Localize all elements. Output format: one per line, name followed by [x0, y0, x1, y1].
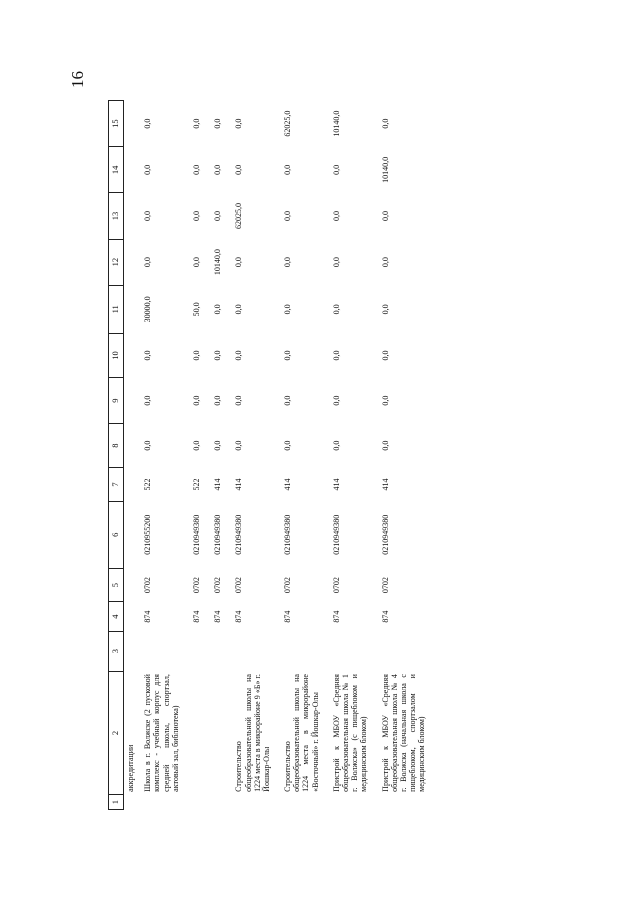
cell-c5: 0702: [213, 577, 223, 594]
cell-c6: 0210949380: [380, 514, 390, 555]
column-header-2: 2: [109, 671, 124, 795]
cell-c12: 0,0: [380, 257, 390, 268]
cell-c5: 0702: [191, 577, 201, 594]
cell-c9: 0,0: [380, 395, 390, 406]
cell-c10: 0,0: [234, 350, 244, 361]
cell-c6: 0210949380: [234, 514, 244, 555]
cell-c9: 0,0: [213, 395, 223, 406]
cell-c9: 0,0: [191, 395, 201, 406]
column-header-13: 13: [109, 193, 124, 239]
cell-c13: 62025,0: [234, 203, 244, 229]
cell-c10: 0,0: [331, 350, 341, 361]
cell-col1: [330, 795, 379, 810]
cell-col1: [190, 795, 211, 810]
cell-col3: [281, 631, 330, 671]
cell-c13: 0,0: [143, 211, 153, 221]
cell-c4: 874: [234, 610, 244, 623]
cell-c13: 0,0: [380, 211, 390, 221]
rotated-table-container: [108, 100, 518, 810]
budget-table: [108, 100, 437, 810]
table-row: [379, 101, 437, 810]
column-header-3: 3: [109, 631, 124, 671]
object-name: Строительство общеобразовательной школы на 1224 места в микрорайоне 9 «Б» г. Йошкар-Олы: [234, 674, 271, 792]
cell-c15: 10140,0: [331, 110, 341, 137]
cell-c15: 0,0: [191, 118, 201, 129]
cell-c13: 0,0: [331, 211, 341, 221]
cell-c11: 0,0: [213, 304, 223, 315]
cell-c15: 62025,0: [283, 110, 293, 137]
cell-c11: 0,0: [234, 304, 244, 315]
cell-c15: 0,0: [234, 118, 244, 129]
cell-c8: 0,0: [331, 440, 341, 451]
continuation-note: аккредитации: [126, 744, 135, 792]
cell-c8: 0,0: [143, 440, 153, 451]
cell-c10: 0,0: [283, 350, 293, 361]
object-name: [211, 671, 232, 795]
object-name: Строительство общеобразовательной школы на 1224 места в микрорайоне «Восточный» г. Йошкар-Олы: [283, 674, 320, 792]
object-name: Школа в г. Волжске (2 пусковой комплекс - учебный корпус для средней школы, спортзал, актовый зал, библиотека): [143, 674, 180, 792]
table-row: [141, 101, 190, 810]
cell-c7: 522: [191, 478, 201, 491]
cell-c7: 522: [143, 478, 153, 491]
cell-c4: 874: [331, 610, 341, 623]
cell-c5: 0702: [283, 577, 293, 594]
cell-col3: [330, 631, 379, 671]
column-number-header: [109, 101, 124, 810]
object-name: Пристрой к МБОУ «Средняя общеобразовательная школа № 1 г. Волжска» (с пищеблоком и медицинским блоком): [331, 674, 369, 792]
cell-c7: 414: [283, 478, 293, 491]
cell-c5: 0702: [331, 577, 341, 594]
column-header-11: 11: [109, 285, 124, 333]
cell-c11: 0,0: [380, 304, 390, 315]
cell-col3: [379, 631, 437, 671]
cell-c5: 0702: [234, 577, 244, 594]
cell-c12: 0,0: [283, 257, 293, 268]
cell-c9: 0,0: [331, 395, 341, 406]
cell-c13: 0,0: [283, 211, 293, 221]
column-header-5: 5: [109, 568, 124, 602]
cell-c11: 0,0: [283, 304, 293, 315]
cell-c14: 0,0: [191, 164, 201, 175]
cell-c8: 0,0: [213, 440, 223, 451]
cell-col3: [141, 631, 190, 671]
cell-c14: 0,0: [213, 164, 223, 175]
cell-c13: 0,0: [191, 211, 201, 221]
cell-col3: [190, 631, 211, 671]
cell-c11: 50,0: [191, 302, 201, 317]
cell-c10: 0,0: [143, 350, 153, 361]
cell-c12: 0,0: [331, 257, 341, 268]
cell-c7: 414: [234, 478, 244, 491]
cell-c6: 0210949380: [191, 514, 201, 555]
column-header-10: 10: [109, 333, 124, 377]
column-header-14: 14: [109, 147, 124, 193]
cell-c14: 0,0: [283, 164, 293, 175]
cell-c4: 874: [143, 610, 153, 623]
column-header-6: 6: [109, 501, 124, 568]
cell-c9: 0,0: [234, 395, 244, 406]
cell-c8: 0,0: [191, 440, 201, 451]
cell-c11: 0,0: [331, 304, 341, 315]
cell-c8: 0,0: [234, 440, 244, 451]
table-row: [211, 101, 232, 810]
cell-c6: 0210949380: [331, 514, 341, 555]
cell-c9: 0,0: [143, 395, 153, 406]
cell-c12: 10140,0: [213, 249, 223, 276]
cell-c7: 414: [380, 478, 390, 491]
cell-c4: 874: [191, 610, 201, 623]
cell-c12: 0,0: [143, 257, 153, 268]
cell-c6: 0210949380: [213, 514, 223, 555]
cell-c14: 0,0: [234, 164, 244, 175]
cell-c15: 0,0: [213, 118, 223, 129]
cell-c14: 0,0: [143, 164, 153, 175]
cell-c5: 0702: [380, 577, 390, 594]
cell-c10: 0,0: [213, 350, 223, 361]
cell-c9: 0,0: [283, 395, 293, 406]
cell-c15: 0,0: [143, 118, 153, 129]
cell-c4: 874: [380, 610, 390, 623]
column-header-15: 15: [109, 101, 124, 147]
table-row: [281, 101, 330, 810]
cell-c11: 30000,0: [143, 296, 153, 323]
cell-c4: 874: [283, 610, 293, 623]
column-header-7: 7: [109, 468, 124, 502]
cell-col3: [232, 631, 281, 671]
table-row: [232, 101, 281, 810]
cell-c8: 0,0: [380, 440, 390, 451]
cell-col1: [281, 795, 330, 810]
cell-c10: 0,0: [191, 350, 201, 361]
cell-c6: 0210949380: [283, 514, 293, 555]
cell-col1: [379, 795, 437, 810]
column-header-4: 4: [109, 602, 124, 631]
cell-c4: 874: [213, 610, 223, 623]
table-body: [124, 101, 437, 810]
table-row: [190, 101, 211, 810]
column-header-9: 9: [109, 377, 124, 423]
cell-col1: [232, 795, 281, 810]
cell-c12: 0,0: [191, 257, 201, 268]
cell-c13: 0,0: [213, 211, 223, 221]
cell-c15: 0,0: [380, 118, 390, 129]
cell-col1: [141, 795, 190, 810]
cell-c8: 0,0: [283, 440, 293, 451]
cell-c5: 0702: [143, 577, 153, 594]
object-name: [190, 671, 211, 795]
continuation-row: [124, 101, 142, 810]
cell-col1: [211, 795, 232, 810]
column-header-8: 8: [109, 424, 124, 468]
table-row: [330, 101, 379, 810]
cell-c14: 10140,0: [380, 156, 390, 183]
cell-c14: 0,0: [331, 164, 341, 175]
cell-c6: 0210955200: [143, 514, 153, 555]
column-header-12: 12: [109, 239, 124, 285]
cell-c12: 0,0: [234, 257, 244, 268]
object-name: Пристрой к МБОУ «Средняя общеобразовательная школа № 4 г. Волжска (начальная школа с пищеблоком, спортзалом и медицинским блоком): [380, 674, 427, 792]
cell-col3: [211, 631, 232, 671]
page-number: 16: [68, 71, 87, 88]
cell-c7: 414: [213, 478, 223, 491]
cell-c7: 414: [331, 478, 341, 491]
column-header-1: 1: [109, 795, 124, 810]
cell-c10: 0,0: [380, 350, 390, 361]
